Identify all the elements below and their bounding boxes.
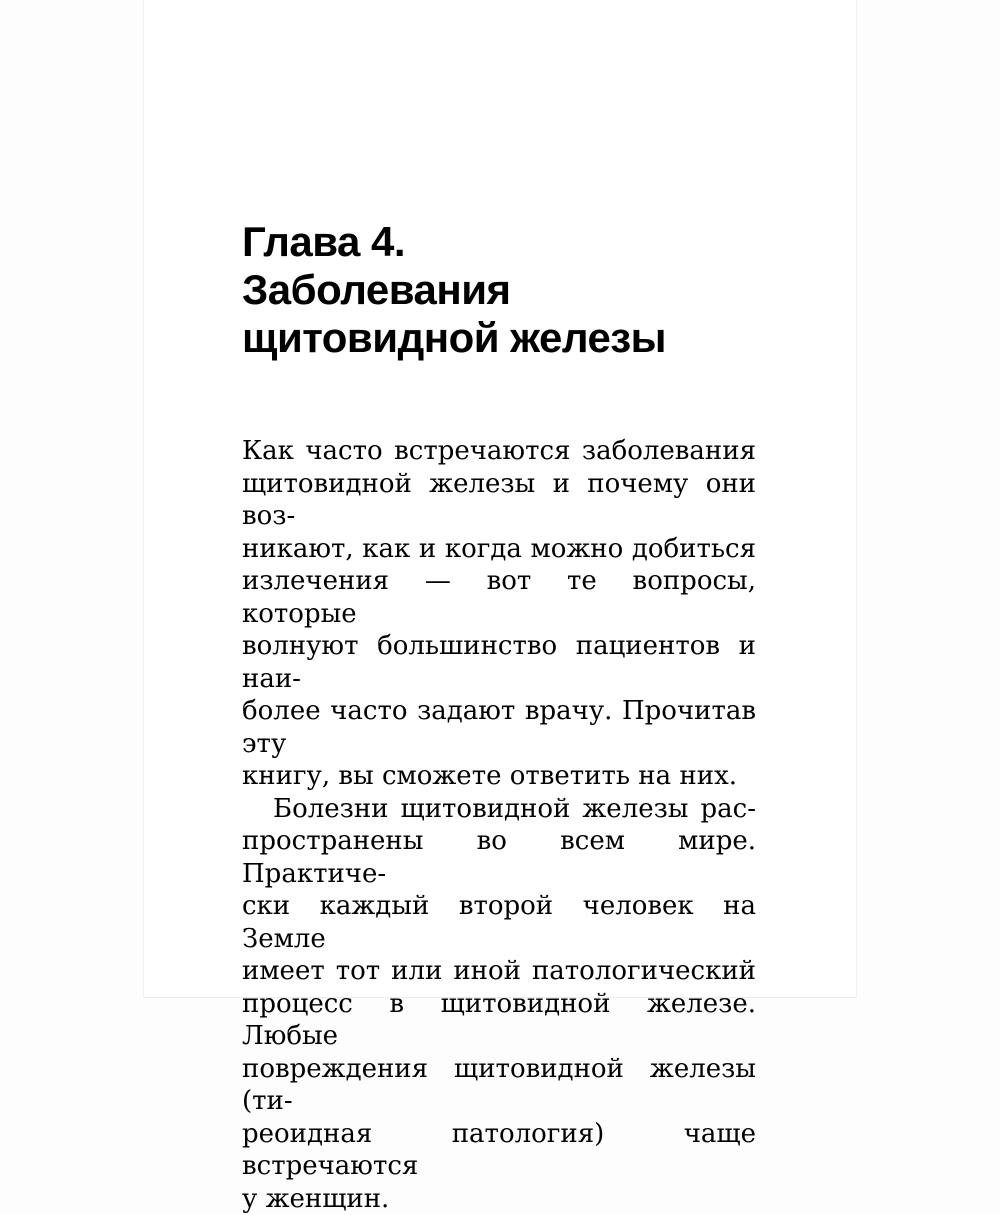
text-line: у женщин. — [242, 1183, 756, 1215]
paragraph — [242, 793, 756, 1215]
text-line: Глава 4. — [242, 218, 758, 266]
text-line: щитовидной железы и почему они воз- — [242, 468, 756, 533]
text-line: Заболевания — [242, 266, 758, 314]
text-line: никают, как и когда можно добиться — [242, 533, 756, 566]
paragraph — [242, 435, 756, 793]
text-line: пространены во всем мире. Практиче- — [242, 825, 756, 890]
text-line: более часто задают врачу. Прочитав эту — [242, 695, 756, 760]
text-line: излечения — вот те вопросы, которые — [242, 565, 756, 630]
text-line: щитовидной железы — [242, 314, 758, 362]
text-line: волнуют большинство пациентов и наи- — [242, 630, 756, 695]
text-line: повреждения щитовидной железы (ти- — [242, 1053, 756, 1118]
text-line: Как часто встречаются заболевания — [242, 435, 756, 468]
text-line: ски каждый второй человек на Земле — [242, 890, 756, 955]
text-line: книгу, вы сможете ответить на них. — [242, 760, 756, 793]
text-line: процесс в щитовидной железе. Любые — [242, 988, 756, 1053]
text-line: имеет тот или иной патологический — [242, 955, 756, 988]
chapter-body — [242, 435, 756, 1215]
text-line: Болезни щитовидной железы рас- — [242, 793, 756, 826]
text-line: реоидная патология) чаще встречаются — [242, 1118, 756, 1183]
chapter-heading — [242, 218, 758, 362]
